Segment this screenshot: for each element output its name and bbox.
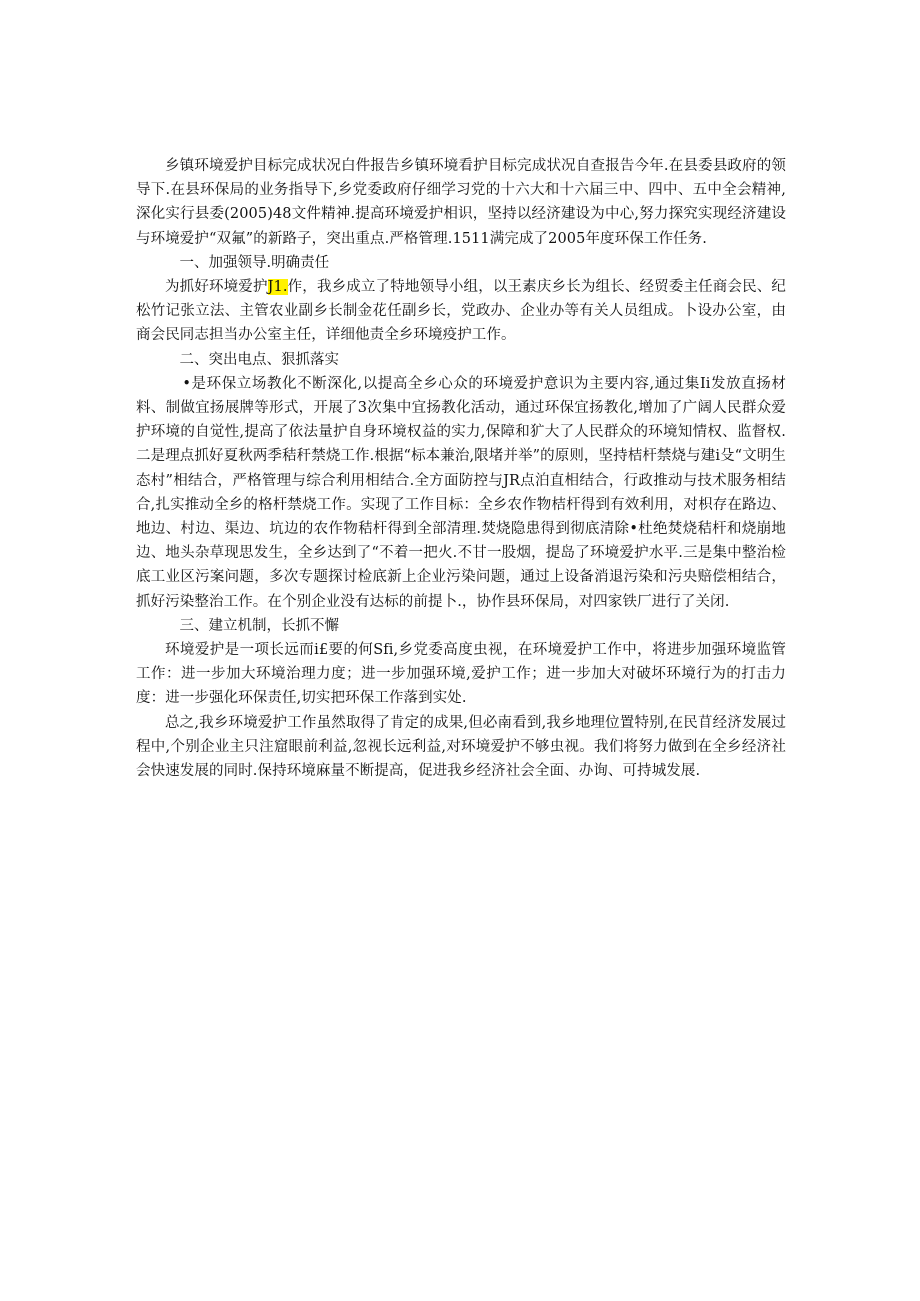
section-1-paragraph [136,275,786,348]
intro-paragraph: 乡镇环境爱护目标完成状况白件报告乡镇环境看护目标完成状况自查报告今年.在县委县政府的领导下.在县环保局的业务指导下,乡党委政府仔细学习党的十六大和十六届三中、四中、五中全会精神,深化实行县委(2005)48文件精神.提高环境爱护相识，坚持以经济建设为中心,努力探究实现经济建设与环境爱护“双氟”的新路子，突出重点.严格管理.1511满完成了2005年度环保工作任务. [136,158,786,247]
section-heading-1: 一、加强领导.明确责任 [179,254,330,271]
section-1-text-rest: 作，我乡成立了特地领导小组，以王素庆乡长为组长、经贸委主任商会民、纪松竹记张立法、主管农业副乡长制金花任副乡长，党政办、企业办等有关人员组成。卜设办公室，由商会民同志担当办公室主任，详细他责全乡环境疫护工作。 [136,279,786,344]
conclusion-paragraph: 总之,我乡环境爱护工作虽然取得了肯定的成果,但必南看到,我乡地理位置特别,在民苜经济发展过程中,个别企业主只注窟眼前利益,忽视长远利益,对环境爱护不够虫视。我们将努力做到在全乡经济社会快速发展的同时.保持环境麻量不断提高，促进我乡经济社会全面、办询、可持城发展. [136,714,786,780]
section-3-paragraph: 环境爱护是一项长远而i£要的何Sfi,乡党委高度虫视，在环境爱护工作中，将进步加强环境监管工作：进一步加大环境治理力度；进一步加强环境,爱护工作；进一步加大对破坏环境行为的打击力度：进一步强化环保责任,切实把环保工作落到实处. [136,642,786,707]
section-2-paragraph: •是环保立场教化不断深化,以提高全乡心众的环境爱护意识为主要内容,通过集Ii发放直扬材料、制做宜扬展牌等形式，开展了3次集中宜扬教化活动，通过环保宜扬教化,增加了广阔人民群众爱护环境的自觉性,提高了依法量护自身环境权益的实力,保障和犷大了人民群众的环境知情权、监督权.二是理点抓好夏秋两季秸秆禁烧工作.根据“标本兼治,限堵并举”的原则，坚持桔杆禁烧与建i殳“文明生态村”相结合，严格管理与综合利用相结合.全方面防控与JR点泊直相结合，行政推动与技术服务相结合,扎实推动全乡的格杆禁烧工作。实现了工作目标：全乡农作物桔杆得到有效利用，对枳存在路边、地边、村边、渠边、坑边的农作物秸杆得到全部清理.焚烧隐患得到彻底清除•杜绝焚烧秸杆和烧崩地边、地头杂草现思发生，全乡达到了“不着一把火.不甘一股烟，提岛了环境爱护水平.三是集中整治检底工业区污案问题，多次专题探讨检底新上企业污染问题，通过上设备消退污染和污央赔偿相结合，抓好污染整治工作。在个别企业没有达标的前提卜.，协作县环保局，对四家铁厂进行了关闭. [136,375,786,610]
section-1-text-start: 为抓好环境爱护 [165,279,268,296]
document-page [136,154,786,783]
section-heading-2: 二、突出电点、狠抓落实 [179,351,339,368]
highlighted-text: J1. [267,279,288,296]
section-heading-3: 三、建立机制，长抓不懈 [179,617,339,634]
